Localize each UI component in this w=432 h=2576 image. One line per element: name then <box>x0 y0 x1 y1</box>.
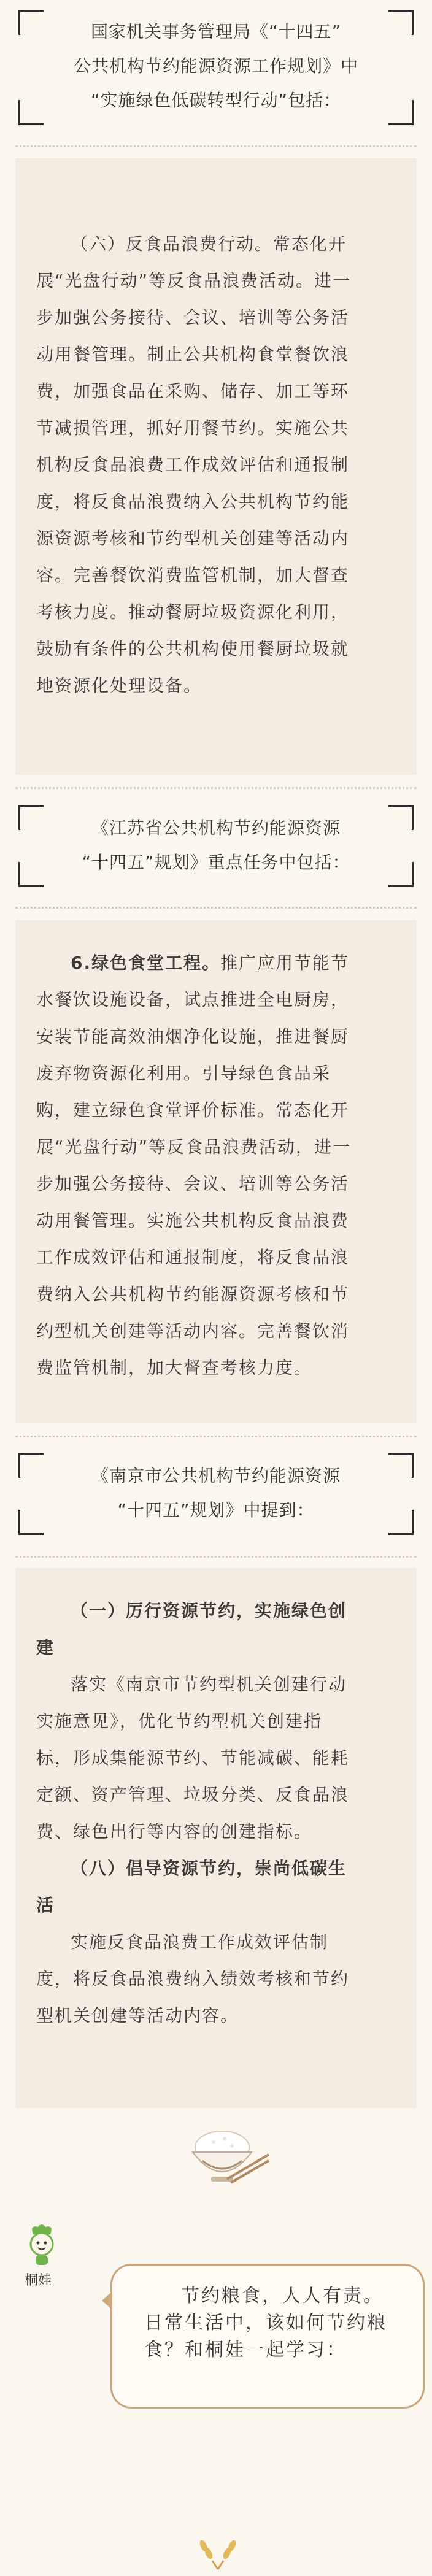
section2-card <box>15 920 417 1423</box>
section3-card <box>15 1568 417 2108</box>
card-line: 落实《南京市节约型机关创建行动 <box>71 1674 347 1694</box>
bubble-text: 节约粮食，人人有责。日常生活中，该如何节约粮食？和桐娃一起学习： <box>144 2285 387 2361</box>
card-line: 动用餐管理。实施公共机构反食品浪费 <box>36 1210 350 1231</box>
card-line: 费纳入公共机构节约能源资源考核和节 <box>36 1284 350 1304</box>
rice-bowl-icon <box>184 2118 270 2191</box>
section1-header-line: 公共机构节约能源资源工作规划》中 <box>73 56 358 76</box>
wheat-ear-icon <box>190 2534 245 2570</box>
mascot-speech-bubble <box>110 2264 425 2409</box>
card-line: 废弃物资源化利用。引导绿色食品采 <box>36 1063 331 1083</box>
card-line: 机构反食品浪费工作成效评估和通报制 <box>36 455 350 475</box>
card-line: 工作成效评估和通报制度，将反食品浪 <box>36 1247 350 1267</box>
card-line: （八）倡导资源节约，崇尚低碳生 <box>71 1858 347 1878</box>
card-line: （六）反食品浪费行动。常态化开 <box>71 234 347 254</box>
card-line: 鼓励有条件的公共机构使用餐厨垃圾就 <box>36 639 350 659</box>
section1-card <box>15 158 417 775</box>
dotted-divider <box>15 145 417 147</box>
dotted-divider <box>15 787 417 789</box>
card-line: 定额、资产管理、垃圾分类、反食品浪 <box>36 1785 350 1805</box>
card-line <box>36 945 396 982</box>
dotted-divider <box>15 1436 417 1437</box>
card-line: 费、绿色出行等内容的创建指标。 <box>36 1821 313 1842</box>
card-line: 约型机关创建等活动内容。完善餐饮消 <box>36 1321 350 1341</box>
card-line: 度，将反食品浪费纳入绩效考核和节约 <box>36 1969 350 1989</box>
card-line: 建 <box>36 1637 55 1658</box>
card-line: 展“光盘行动”等反食品浪费活动。进一 <box>36 271 352 291</box>
card-line: 地资源化处理设备。 <box>36 675 202 696</box>
card-bold-title: 6.绿色食堂工程。 <box>71 953 221 973</box>
card-line: 实施反食品浪费工作成效评估制 <box>71 1932 329 1952</box>
section1-header-line: “实施绿色低碳转型行动”包括： <box>90 90 341 110</box>
card-line: 步加强公务接待、会议、培训等公务活 <box>36 307 350 328</box>
dotted-divider <box>15 1556 417 1558</box>
card-line: 费，加强食品在采购、储存、加工等环 <box>36 381 350 401</box>
mascot-icon <box>25 2223 59 2267</box>
section1-header-line: 国家机关事务管理局《“十四五” <box>90 21 341 42</box>
card-line: 容。完善餐饮消费监管机制，加大督查 <box>36 565 350 585</box>
card-line: 节减损管理，抓好用餐节约。实施公共 <box>36 418 350 438</box>
card-line: 动用餐管理。制止公共机构食堂餐饮浪 <box>36 344 350 364</box>
card-line: 安装节能高效油烟净化设施，推进餐厨 <box>36 1026 350 1047</box>
card-line: 型机关创建等活动内容。 <box>36 2005 239 2026</box>
card-line: （一）厉行资源节约，实施绿色创 <box>71 1601 347 1621</box>
card-line: 活 <box>36 1895 55 1915</box>
card-line: 源资源考核和节约型机关创建等活动内 <box>36 528 350 548</box>
card-line: 购，建立绿色食堂评价标准。常态化开 <box>36 1100 350 1120</box>
section3-header-line: 《南京市公共机构节约能源资源 <box>91 1466 341 1486</box>
section2-header-line: 《江苏省公共机构节约能源资源 <box>91 818 341 838</box>
card-line: 度，将反食品浪费纳入公共机构节约能 <box>36 491 350 512</box>
card-line: 展“光盘行动”等反食品浪费活动，进一 <box>36 1137 352 1157</box>
card-line: 考核力度。推动餐厨垃圾资源化利用， <box>36 602 350 622</box>
section1-header <box>18 10 414 125</box>
section2-header <box>18 805 414 887</box>
card-line: 实施意见》，优化节约型机关创建指 <box>36 1711 323 1731</box>
section2-header-line: “十四五”规划》重点任务中包括： <box>82 852 350 872</box>
card-line: 步加强公务接待、会议、培训等公务活 <box>36 1174 350 1194</box>
mascot-name: 桐娃 <box>25 2273 52 2288</box>
card-line: 费监管机制，加大督查考核力度。 <box>36 1358 313 1378</box>
card-line: 标，形成集能源节约、节能减碳、能耗 <box>36 1748 350 1768</box>
card-line-rest: 推广应用节能节 <box>220 953 350 973</box>
section3-header-line: “十四五”规划》中提到： <box>117 1500 315 1520</box>
card-line: 水餐饮设施设备，试点推进全电厨房， <box>36 990 350 1010</box>
dotted-divider <box>15 907 417 909</box>
section3-header <box>18 1453 414 1535</box>
